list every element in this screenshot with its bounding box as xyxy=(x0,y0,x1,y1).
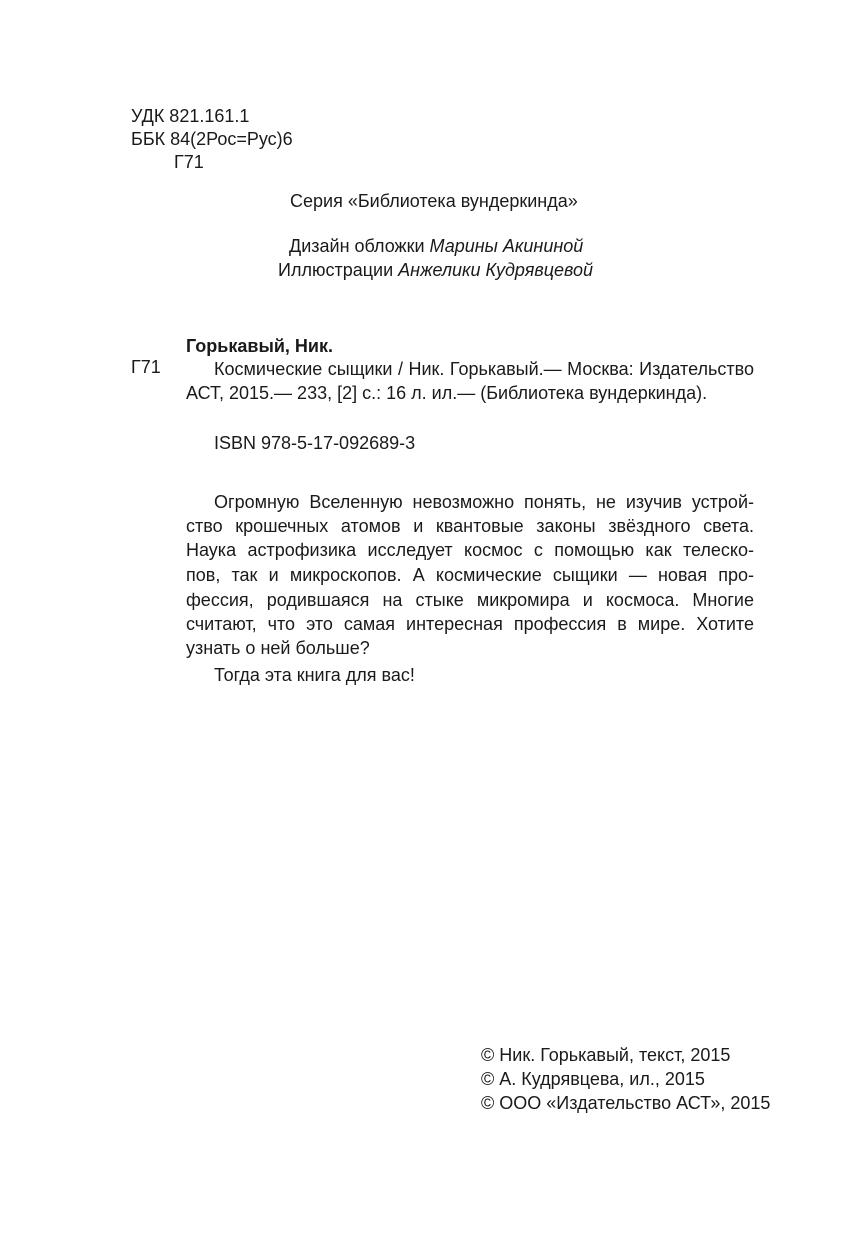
illustrations-credit xyxy=(278,258,593,282)
cover-design-label: Дизайн обложки xyxy=(289,236,425,256)
illustrator-name: Анжелики Кудрявцевой xyxy=(398,260,594,280)
illustrations-label: Иллюстрации xyxy=(278,260,394,280)
catalog-author: Горькавый, Ник. xyxy=(186,336,333,356)
catalog-author-mark: Г71 xyxy=(131,357,161,377)
author-mark: Г71 xyxy=(174,152,204,172)
annotation-line: пов, так и микроскопов. А космические сыщики — новая про- xyxy=(186,565,754,585)
udk-code: УДК 821.161.1 xyxy=(131,106,250,126)
annotation-line: считают, что это самая интересная профессия в мире. Хотите xyxy=(186,614,754,634)
annotation-line: Тогда эта книга для вас! xyxy=(214,665,415,685)
cover-designer-name: Марины Акининой xyxy=(429,236,584,256)
annotation-line: ство крошечных атомов и квантовые законы звёздного света. xyxy=(186,516,754,536)
isbn: ISBN 978-5-17-092689-3 xyxy=(214,433,416,453)
annotation-line: Наука астрофизика исследует космос с помощью как телеско- xyxy=(186,540,754,560)
catalog-description-line: Космические сыщики / Ник. Горькавый.— Москва: Издательство xyxy=(214,359,754,379)
copyright-line: © А. Кудрявцева, ил., 2015 xyxy=(481,1069,705,1089)
annotation-line: Огромную Вселенную невозможно понять, не изучив устрой- xyxy=(214,492,754,512)
cover-design-credit xyxy=(289,234,583,258)
bbk-code: ББК 84(2Рос=Рус)6 xyxy=(131,129,293,149)
catalog-description-line: АСТ, 2015.— 233, [2] с.: 16 л. ил.— (Библиотека вундеркинда). xyxy=(186,383,708,403)
annotation-line: узнать о ней больше? xyxy=(186,638,370,658)
annotation-line: фессия, родившаяся на стыке микромира и космоса. Многие xyxy=(186,590,754,610)
copyright-line: © ООО «Издательство АСТ», 2015 xyxy=(481,1093,771,1113)
copyright-line: © Ник. Горькавый, текст, 2015 xyxy=(481,1045,731,1065)
series-title: Серия «Библиотека вундеркинда» xyxy=(290,191,578,211)
